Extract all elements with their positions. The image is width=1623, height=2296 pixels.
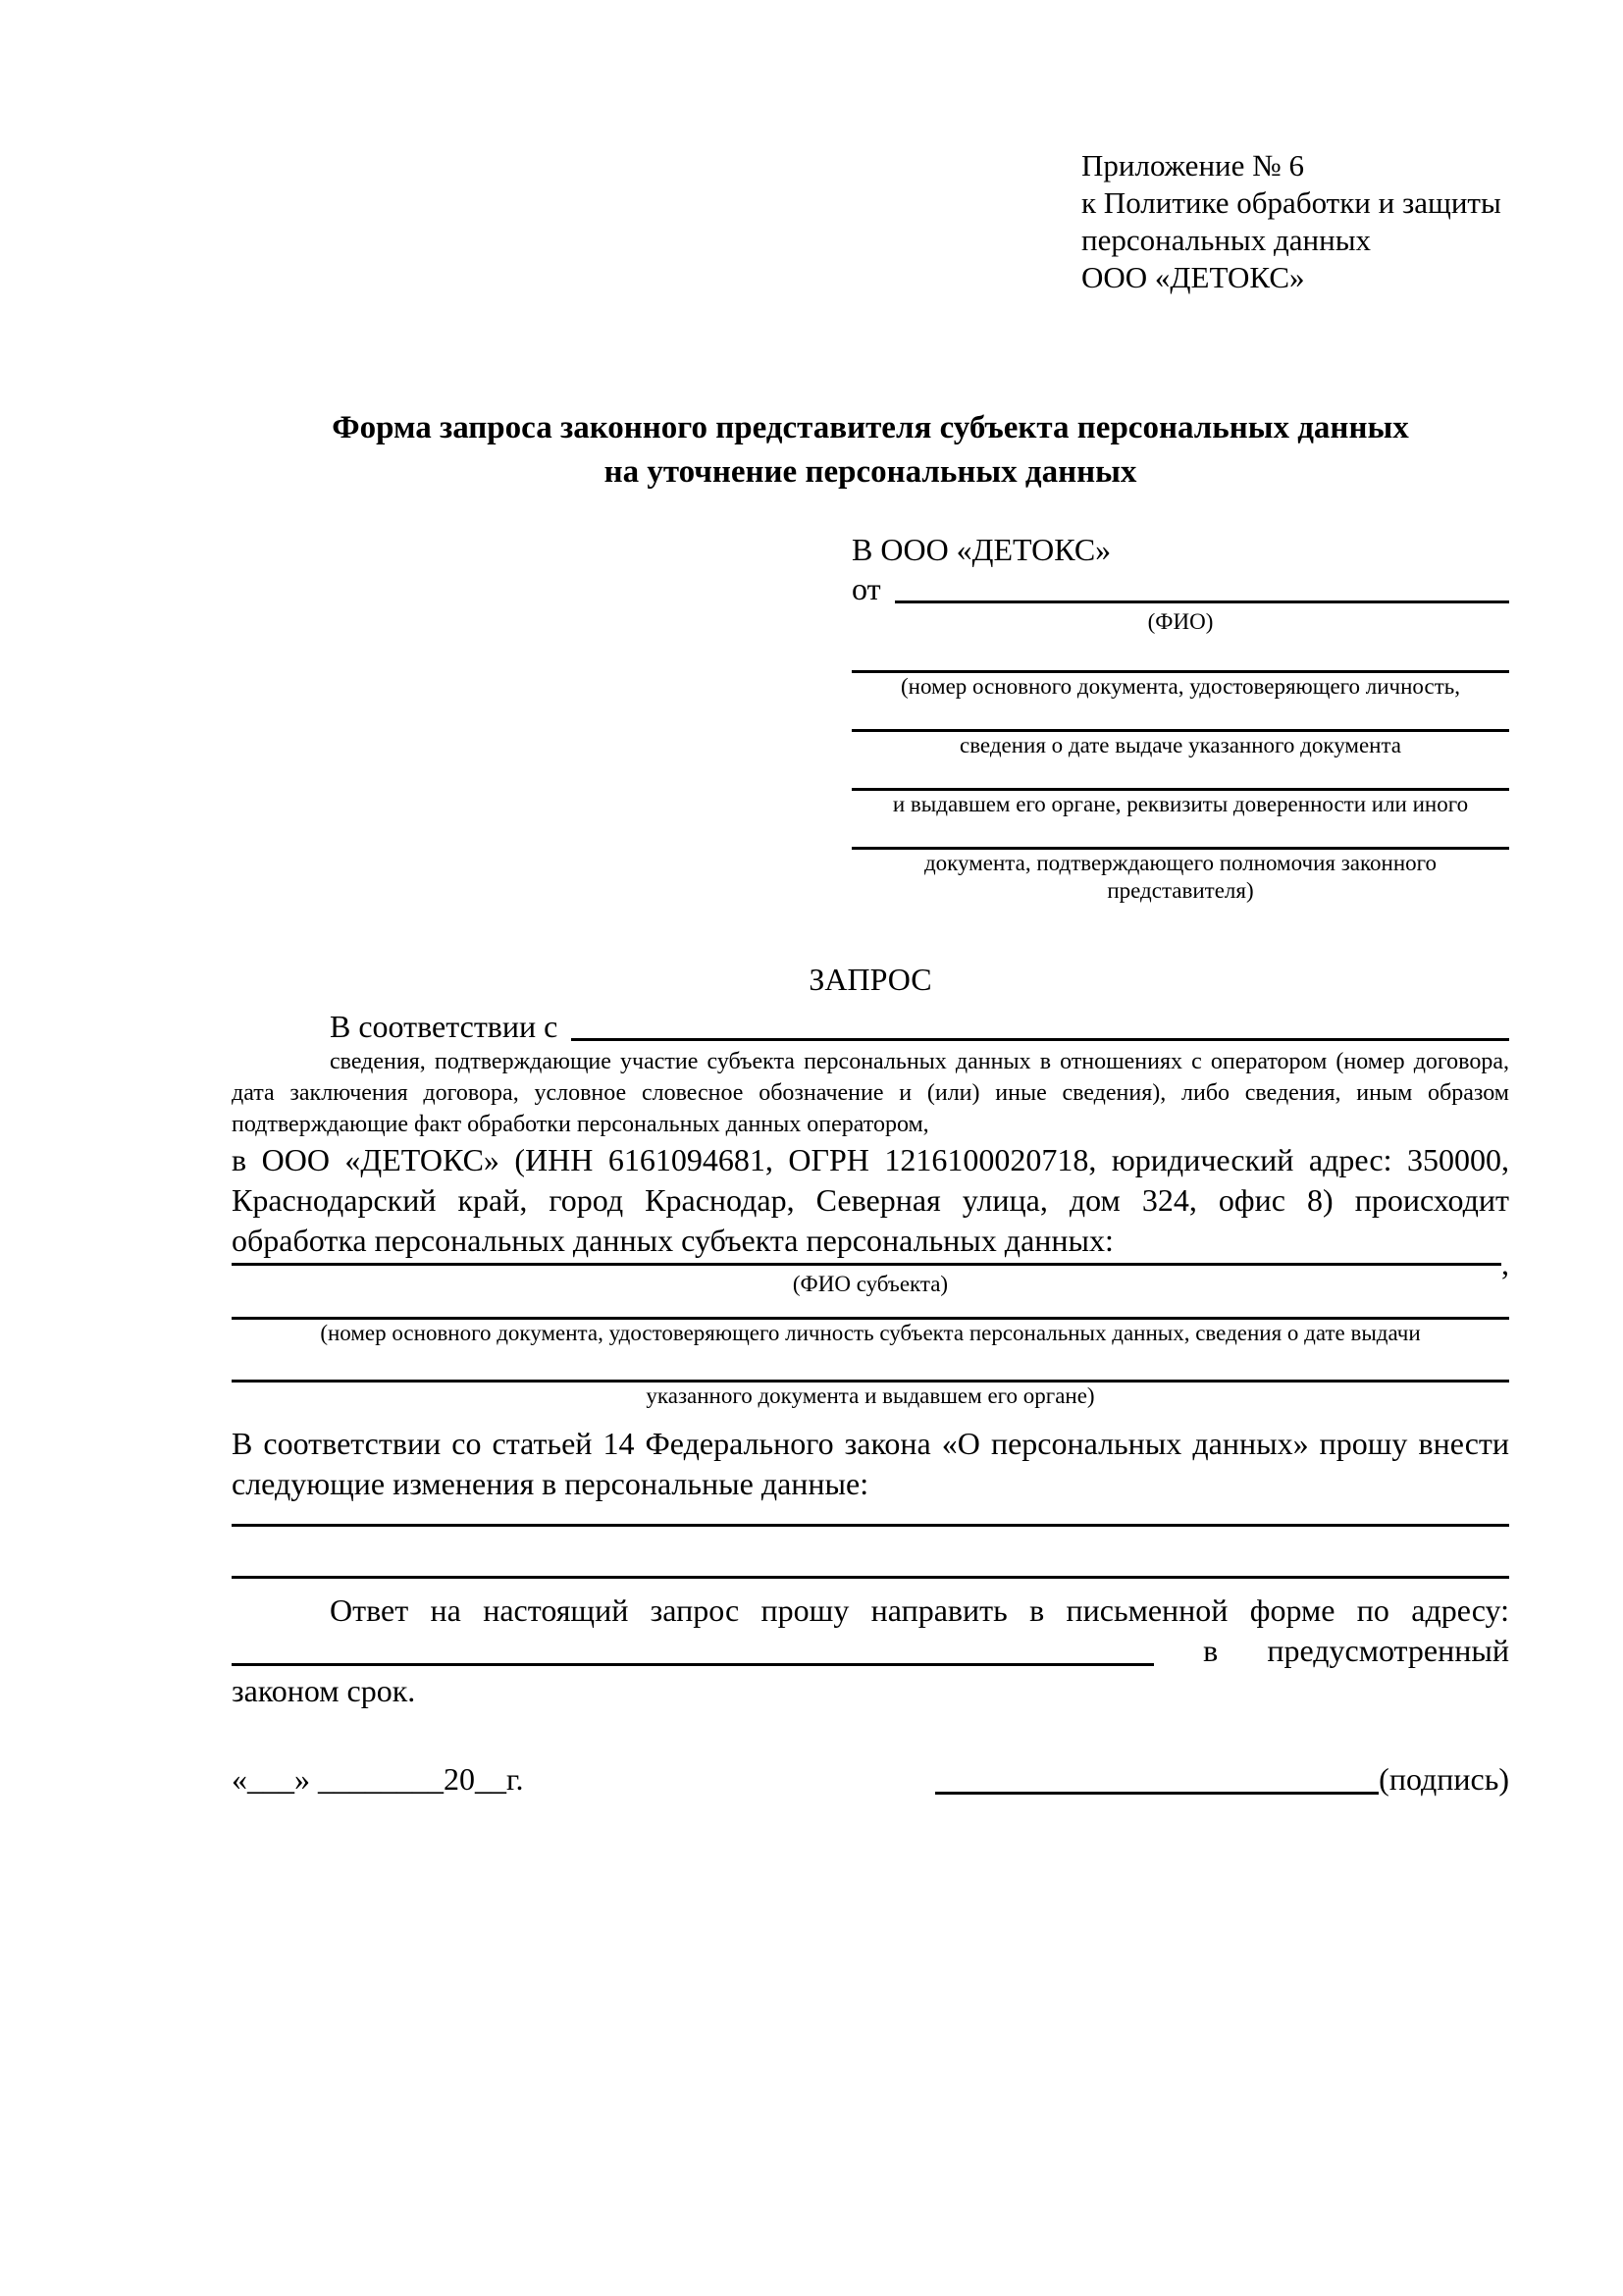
addressee-from-row bbox=[852, 569, 1509, 608]
subject-doc-caption-2: указанного документа и выдавшем его органе) bbox=[646, 1383, 1095, 1408]
address-blank-line bbox=[232, 1663, 1154, 1666]
subject-doc-caption-1: (номер основного документа, удостоверяющего личность субъекта персональных данных, сведения о дате выдачи bbox=[320, 1321, 1421, 1345]
operator-paragraph: в ООО «ДЕТОКС» (ИНН 6161094681, ОГРН 1216100020718, юридический адрес: 350000, Краснодарский край, город Краснодар, Северная улица, дом 324, офис 8) происходит обработка персональных данных субъекта персональных данных: bbox=[232, 1142, 1509, 1258]
subject-fio-blank-line bbox=[232, 1263, 1501, 1266]
signature-group bbox=[935, 1758, 1509, 1800]
representative-doc-caption-1: (номер основного документа, удостоверяющего личность, bbox=[900, 674, 1460, 699]
representative-doc-blank-line-4 bbox=[852, 818, 1509, 850]
representative-doc-blank-line-2 bbox=[852, 701, 1509, 732]
title-line-2: на уточнение персональных данных bbox=[603, 454, 1137, 490]
law-paragraph: В соответствии со статьей 14 Федерального закона «О персональных данных» прошу внести следующие изменения в персональные данные: bbox=[232, 1426, 1509, 1501]
basis-row bbox=[232, 1007, 1509, 1046]
appendix-block bbox=[1081, 147, 1509, 296]
trailing-comma: , bbox=[1501, 1246, 1509, 1281]
subject-fio-caption: (ФИО субъекта) bbox=[792, 1272, 949, 1296]
appendix-line-4: ООО «ДЕТОКС» bbox=[1081, 260, 1305, 294]
subject-doc-blank-line-1 bbox=[232, 1298, 1509, 1320]
appendix-line-1: Приложение № 6 bbox=[1081, 148, 1304, 183]
representative-doc-caption-3: и выдавшем его органе, реквизиты доверенности или иного bbox=[892, 792, 1469, 816]
request-heading: ЗАПРОС bbox=[809, 962, 932, 997]
representative-doc-blank-line-3 bbox=[852, 759, 1509, 791]
appendix-line-2: к Политике обработки и защиты bbox=[1081, 185, 1501, 220]
signature-caption: (подпись) bbox=[1379, 1761, 1509, 1797]
answer-sentence: Ответ на настоящий запрос прошу направить в письменной форме по адресу: bbox=[330, 1592, 1509, 1628]
changes-blank-line-2 bbox=[232, 1527, 1509, 1579]
addressee-block bbox=[852, 530, 1509, 905]
answer-word-v: в bbox=[1203, 1633, 1219, 1668]
answer-word-term: предусмотренный bbox=[1267, 1633, 1509, 1668]
representative-doc-caption-2: сведения о дате выдаче указанного документа bbox=[959, 733, 1402, 757]
date-signature-row bbox=[232, 1758, 1509, 1800]
answer-tail: законом срок. bbox=[232, 1673, 416, 1708]
representative-doc-caption-4: документа, подтверждающего полномочия законного представителя) bbox=[923, 851, 1437, 903]
date-blank-line: «___» ________20__г. bbox=[232, 1761, 524, 1797]
appendix-line-3: персональных данных bbox=[1081, 223, 1372, 257]
addressee-to: В ООО «ДЕТОКС» bbox=[852, 532, 1112, 567]
representative-fio-blank-line bbox=[895, 600, 1509, 603]
basis-blank-line bbox=[571, 1038, 1509, 1041]
representative-fio-caption: (ФИО) bbox=[1147, 609, 1214, 634]
from-label: от bbox=[852, 571, 881, 606]
signature-blank-line bbox=[935, 1792, 1379, 1795]
basis-note: сведения, подтверждающие участие субъекта персональных данных в отношениях с оператором (номер договора, дата заключения договора, условное словесное обозначение и (или) иные сведения), либо сведения, иным образом подтверждающие факт обработки персональных данных оператором, bbox=[232, 1049, 1509, 1137]
document-title bbox=[232, 406, 1509, 495]
answer-address-row bbox=[232, 1631, 1509, 1671]
title-line-1: Форма запроса законного представителя субъекта персональных данных bbox=[332, 410, 1409, 445]
subject-doc-blank-line-2 bbox=[232, 1347, 1509, 1383]
representative-doc-blank-line-1 bbox=[852, 636, 1509, 673]
basis-prefix: В соответствии с bbox=[330, 1009, 558, 1044]
